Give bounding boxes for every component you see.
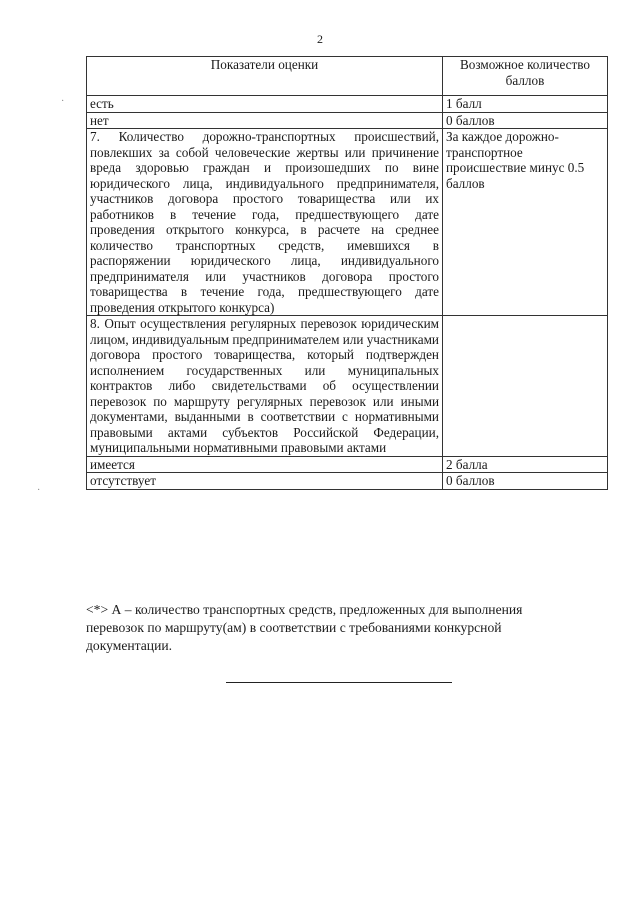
closing-rule [226, 682, 452, 683]
row-criterion: отсутствует [87, 473, 443, 490]
table-header-row [87, 57, 608, 96]
header-criteria: Показатели оценки [87, 57, 443, 96]
row-score: За каждое дорожно-транспортное происшествие минус 0.5 баллов [443, 129, 608, 316]
row-score: 0 баллов [443, 473, 608, 490]
row-score [443, 316, 608, 457]
row-criterion: имеется [87, 456, 443, 473]
table-row [87, 112, 608, 129]
scan-speck: · [61, 96, 65, 107]
page-number: 2 [317, 32, 323, 46]
row-criterion: 8. Опыт осуществления регулярных перевозок юридическим лицом, индивидуальным предпринимателем или участниками договора простого товарищества, который подтвержден исполнением государственных или муниципальных контрактов либо свидетельствами об осуществлении перевозок по маршруту регулярных перевозок или иными документами, выданными в соответствии с нормативными правовыми актами субъектов Российской Федерации, муниципальными нормативными правовыми актами [87, 316, 443, 457]
row-score: 1 балл [443, 96, 608, 113]
row-criterion: нет [87, 112, 443, 129]
scan-speck: · [37, 485, 41, 496]
footnote: <*> А – количество транспортных средств, предложенных для выполнения перевозок по маршруту(ам) в соответствии с требованиями конкурсной документации. [86, 602, 523, 653]
table-row [87, 129, 608, 316]
row-criterion: 7. Количество дорожно-транспортных происшествий, повлекших за собой человеческие жертвы или причинение вреда здоровью граждан и произошедших по вине юридического лица, индивидуального предпринимателя, участников договора простого товарищества или их работников в течение года, предшествующего дате проведения открытого конкурса, в расчете на среднее количество транспортных средств, имевшихся в распоряжении юридического лица, индивидуального предпринимателя или участников договора простого товарищества в течение года, предшествующего дате проведения открытого конкурса) [87, 129, 443, 316]
header-score: Возможное количество баллов [443, 57, 608, 96]
evaluation-table [86, 56, 608, 490]
row-criterion: есть [87, 96, 443, 113]
table-row [87, 456, 608, 473]
row-score: 2 балла [443, 456, 608, 473]
table-row [87, 473, 608, 490]
table-row [87, 316, 608, 457]
table-row [87, 96, 608, 113]
row-score: 0 баллов [443, 112, 608, 129]
